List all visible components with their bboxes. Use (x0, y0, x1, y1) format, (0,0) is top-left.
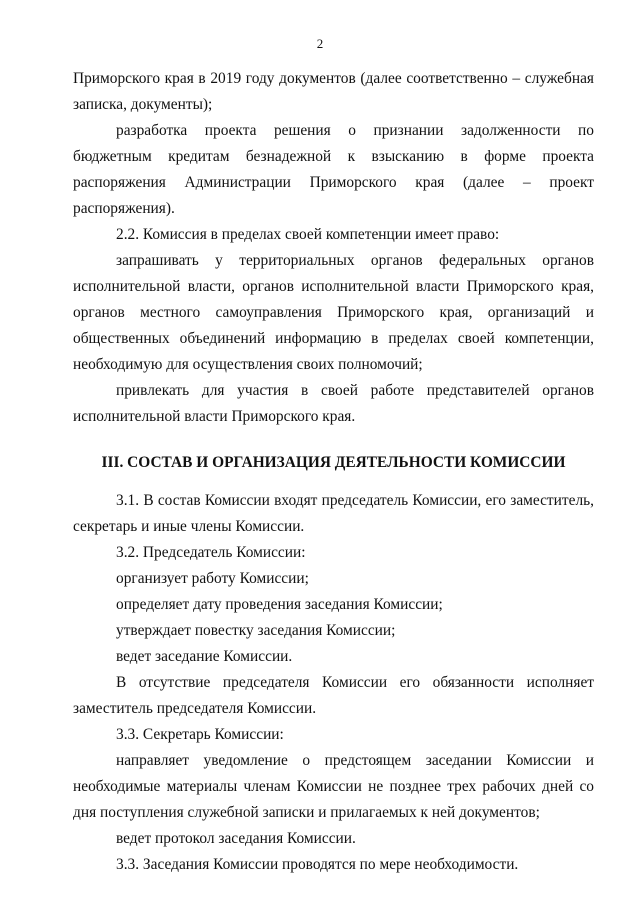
paragraph: запрашивать у территориальных органов федеральных органов исполнительной власти, органов исполнительной власти Приморского края, органов местного самоуправления Приморского края, организаций и общественных объединений информацию в пределах своей компетенции, необходимую для осуществления своих полномочий; (73, 252, 594, 373)
paragraph: 3.2. Председатель Комиссии: (116, 544, 306, 561)
paragraphs-after-section (73, 488, 594, 878)
paragraph: В отсутствие председателя Комиссии его обязанности исполняет заместитель председателя Комиссии. (73, 674, 594, 717)
paragraph: ведет заседание Комиссии. (116, 648, 293, 665)
paragraph: разработка проекта решения о признании задолженности по бюджетным кредитам безнадежной к взысканию в форме проекта распоряжения Администрации Приморского края (далее – проект распоряжения). (73, 122, 594, 217)
paragraph: Приморского края в 2019 году документов (далее соответственно – служебная записка, документы); (73, 70, 594, 113)
paragraphs-before-section (73, 66, 594, 430)
paragraph: 3.3. Заседания Комиссии проводятся по мере необходимости. (116, 856, 519, 873)
paragraph: ведет протокол заседания Комиссии. (116, 830, 356, 847)
section-title: III. СОСТАВ И ОРГАНИЗАЦИЯ ДЕЯТЕЛЬНОСТИ КОМИССИИ (101, 454, 566, 471)
paragraph: направляет уведомление о предстоящем заседании Комиссии и необходимые материалы членам Комиссии не позднее трех рабочих дней со дня поступления служебной записки и прилагаемых к ней документов; (73, 752, 594, 821)
paragraph: определяет дату проведения заседания Комиссии; (116, 596, 443, 613)
paragraph: 3.1. В состав Комиссии входят председатель Комиссии, его заместитель, секретарь и иные члены Комиссии. (73, 492, 594, 535)
paragraph: привлекать для участия в своей работе представителей органов исполнительной власти Приморского края. (73, 382, 594, 425)
page-number: 2 (316, 36, 324, 51)
paragraph: организует работу Комиссии; (116, 570, 309, 587)
document-body (73, 66, 594, 878)
paragraph: 3.3. Секретарь Комиссии: (116, 726, 284, 743)
paragraph: 2.2. Комиссия в пределах своей компетенции имеет право: (116, 226, 500, 243)
paragraph: утверждает повестку заседания Комиссии; (116, 622, 396, 639)
